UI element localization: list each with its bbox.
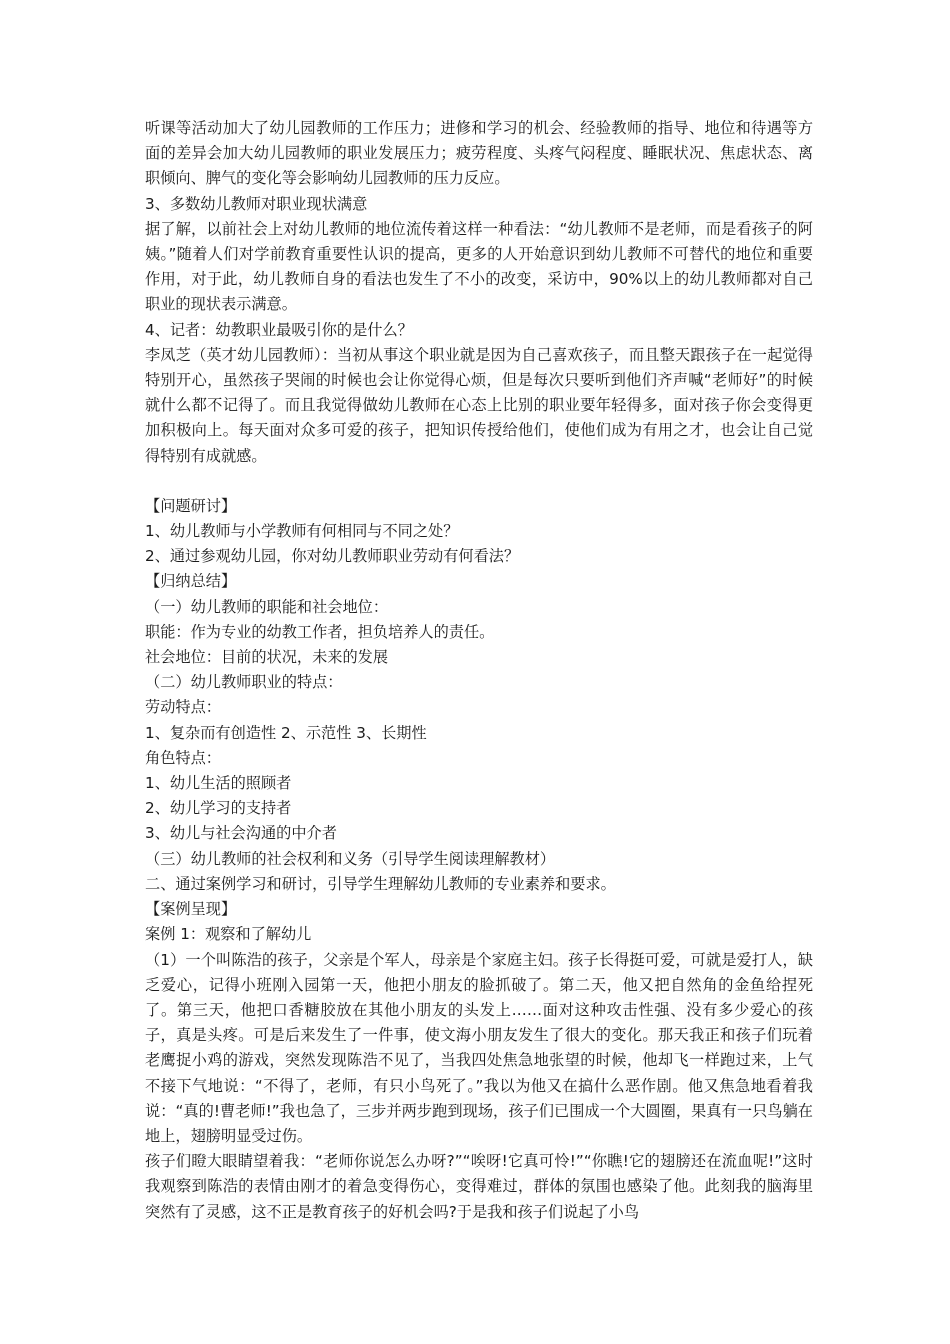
summary-social-status: 社会地位：目前的状况，未来的发展 [145, 648, 388, 667]
role-feature-3: 3、幼儿与社会沟通的中介者 [145, 824, 337, 843]
labor-features-label: 劳动特点： [145, 698, 221, 717]
section-summary: 【归纳总结】 [145, 572, 237, 591]
document-page [145, 116, 813, 1225]
role-feature-1: 1、幼儿生活的照顾者 [145, 774, 292, 793]
paragraph-interview-answer: 李凤芝（英才幼儿园教师）：当初从事这个职业就是因为自己喜欢孩子，而且整天跟孩子在一起觉得特别开心，虽然孩子哭闹的时候也会让你觉得心烦，但是每次只要听到他们齐声喊“老师好”的时候就什么都不记得了。而且我觉得做幼儿教师在心态上比别的职业要年轻得多，面对孩子你会变得更加积极向上。每天面对众多可爱的孩子，把知识传授给他们，使他们成为有用之才，也会让自己觉得特别有成就感。 [145, 345, 813, 465]
summary-item-3: （三）幼儿教师的社会权利和义务（引导学生阅读理解教材） [145, 849, 556, 868]
role-features-label: 角色特点： [145, 748, 221, 767]
summary-function: 职能：作为专业的幼教工作者，担负培养人的责任。 [145, 622, 495, 641]
heading-satisfaction: 3、多数幼儿教师对职业现状满意 [145, 194, 368, 213]
role-feature-2: 2、幼儿学习的支持者 [145, 799, 292, 818]
heading-interview-question: 4、记者：幼教职业最吸引你的是什么？ [145, 320, 413, 339]
discussion-question-2: 2、通过参观幼儿园，你对幼儿教师职业劳动有何看法？ [145, 547, 520, 566]
case-1-paragraph-2: 孩子们瞪大眼睛望着我：“老师你说怎么办呀?”“唉呀!它真可怜!”“你瞧!它的翅膀还在流血呢!”这时我观察到陈浩的表情由刚才的着急变得伤心，变得难过，群体的氛围也感染了他。此刻我的脑海里突然有了灵感，这不正是教育孩子的好机会吗?于是我和孩子们说起了小鸟 [145, 1152, 813, 1221]
discussion-question-1: 1、幼儿教师与小学教师有何相同与不同之处？ [145, 522, 459, 541]
summary-item-1: （一）幼儿教师的职能和社会地位： [145, 597, 388, 616]
section-case-presentation: 【案例呈现】 [145, 900, 237, 919]
summary-item-2: （二）幼儿教师职业的特点： [145, 673, 343, 692]
labor-features-list: 1、复杂而有创造性 2、示范性 3、长期性 [145, 723, 427, 742]
case-1-paragraph-1: （1）一个叫陈浩的孩子，父亲是个军人，母亲是个家庭主妇。孩子长得挺可爱，可就是爱打人，缺乏爱心，记得小班刚入园第一天，他把小朋友的脸抓破了。第二天，他又把自然角的金鱼给捏死了。第三天，他把口香糖胶放在其他小朋友的头发上……面对这种攻击性强、没有多少爱心的孩子，真是头疼。可是后来发生了一件事，使文海小朋友发生了很大的变化。那天我正和孩子们玩着老鹰捉小鸡的游戏，突然发现陈浩不见了，当我四处焦急地张望的时候，他却飞一样跑过来，上气不接下气地说：“不得了，老师，有只小鸟死了。”我以为他又在搞什么恶作剧。他又焦急地看着我说：“真的!曹老师!”我也急了，三步并两步跑到现场，孩子们已围成一个大圆圈，果真有一只鸟躺在地上，翅膀明显受过伤。 [145, 950, 813, 1145]
section-two-heading: 二、通过案例学习和研讨，引导学生理解幼儿教师的专业素养和要求。 [145, 874, 616, 893]
section-discussion: 【问题研讨】 [145, 496, 237, 515]
case-1-title: 案例 1：观察和了解幼儿 [145, 925, 312, 944]
paragraph-stress-factors: 听课等活动加大了幼儿园教师的工作压力；进修和学习的机会、经验教师的指导、地位和待遇等方面的差异会加大幼儿园教师的职业发展压力；疲劳程度、头疼气闷程度、睡眠状况、焦虑状态、离职倾向、脾气的变化等会影响幼儿园教师的压力反应。 [145, 119, 813, 188]
blank-line [145, 469, 813, 494]
paragraph-satisfaction: 据了解，以前社会上对幼儿教师的地位流传着这样一种看法：“幼儿教师不是老师，而是看孩子的阿姨。”随着人们对学前教育重要性认识的提高，更多的人开始意识到幼儿教师不可替代的地位和重要作用，对于此，幼儿教师自身的看法也发生了不小的改变，采访中，90%以上的幼儿教师都对自己职业的现状表示满意。 [145, 219, 813, 314]
